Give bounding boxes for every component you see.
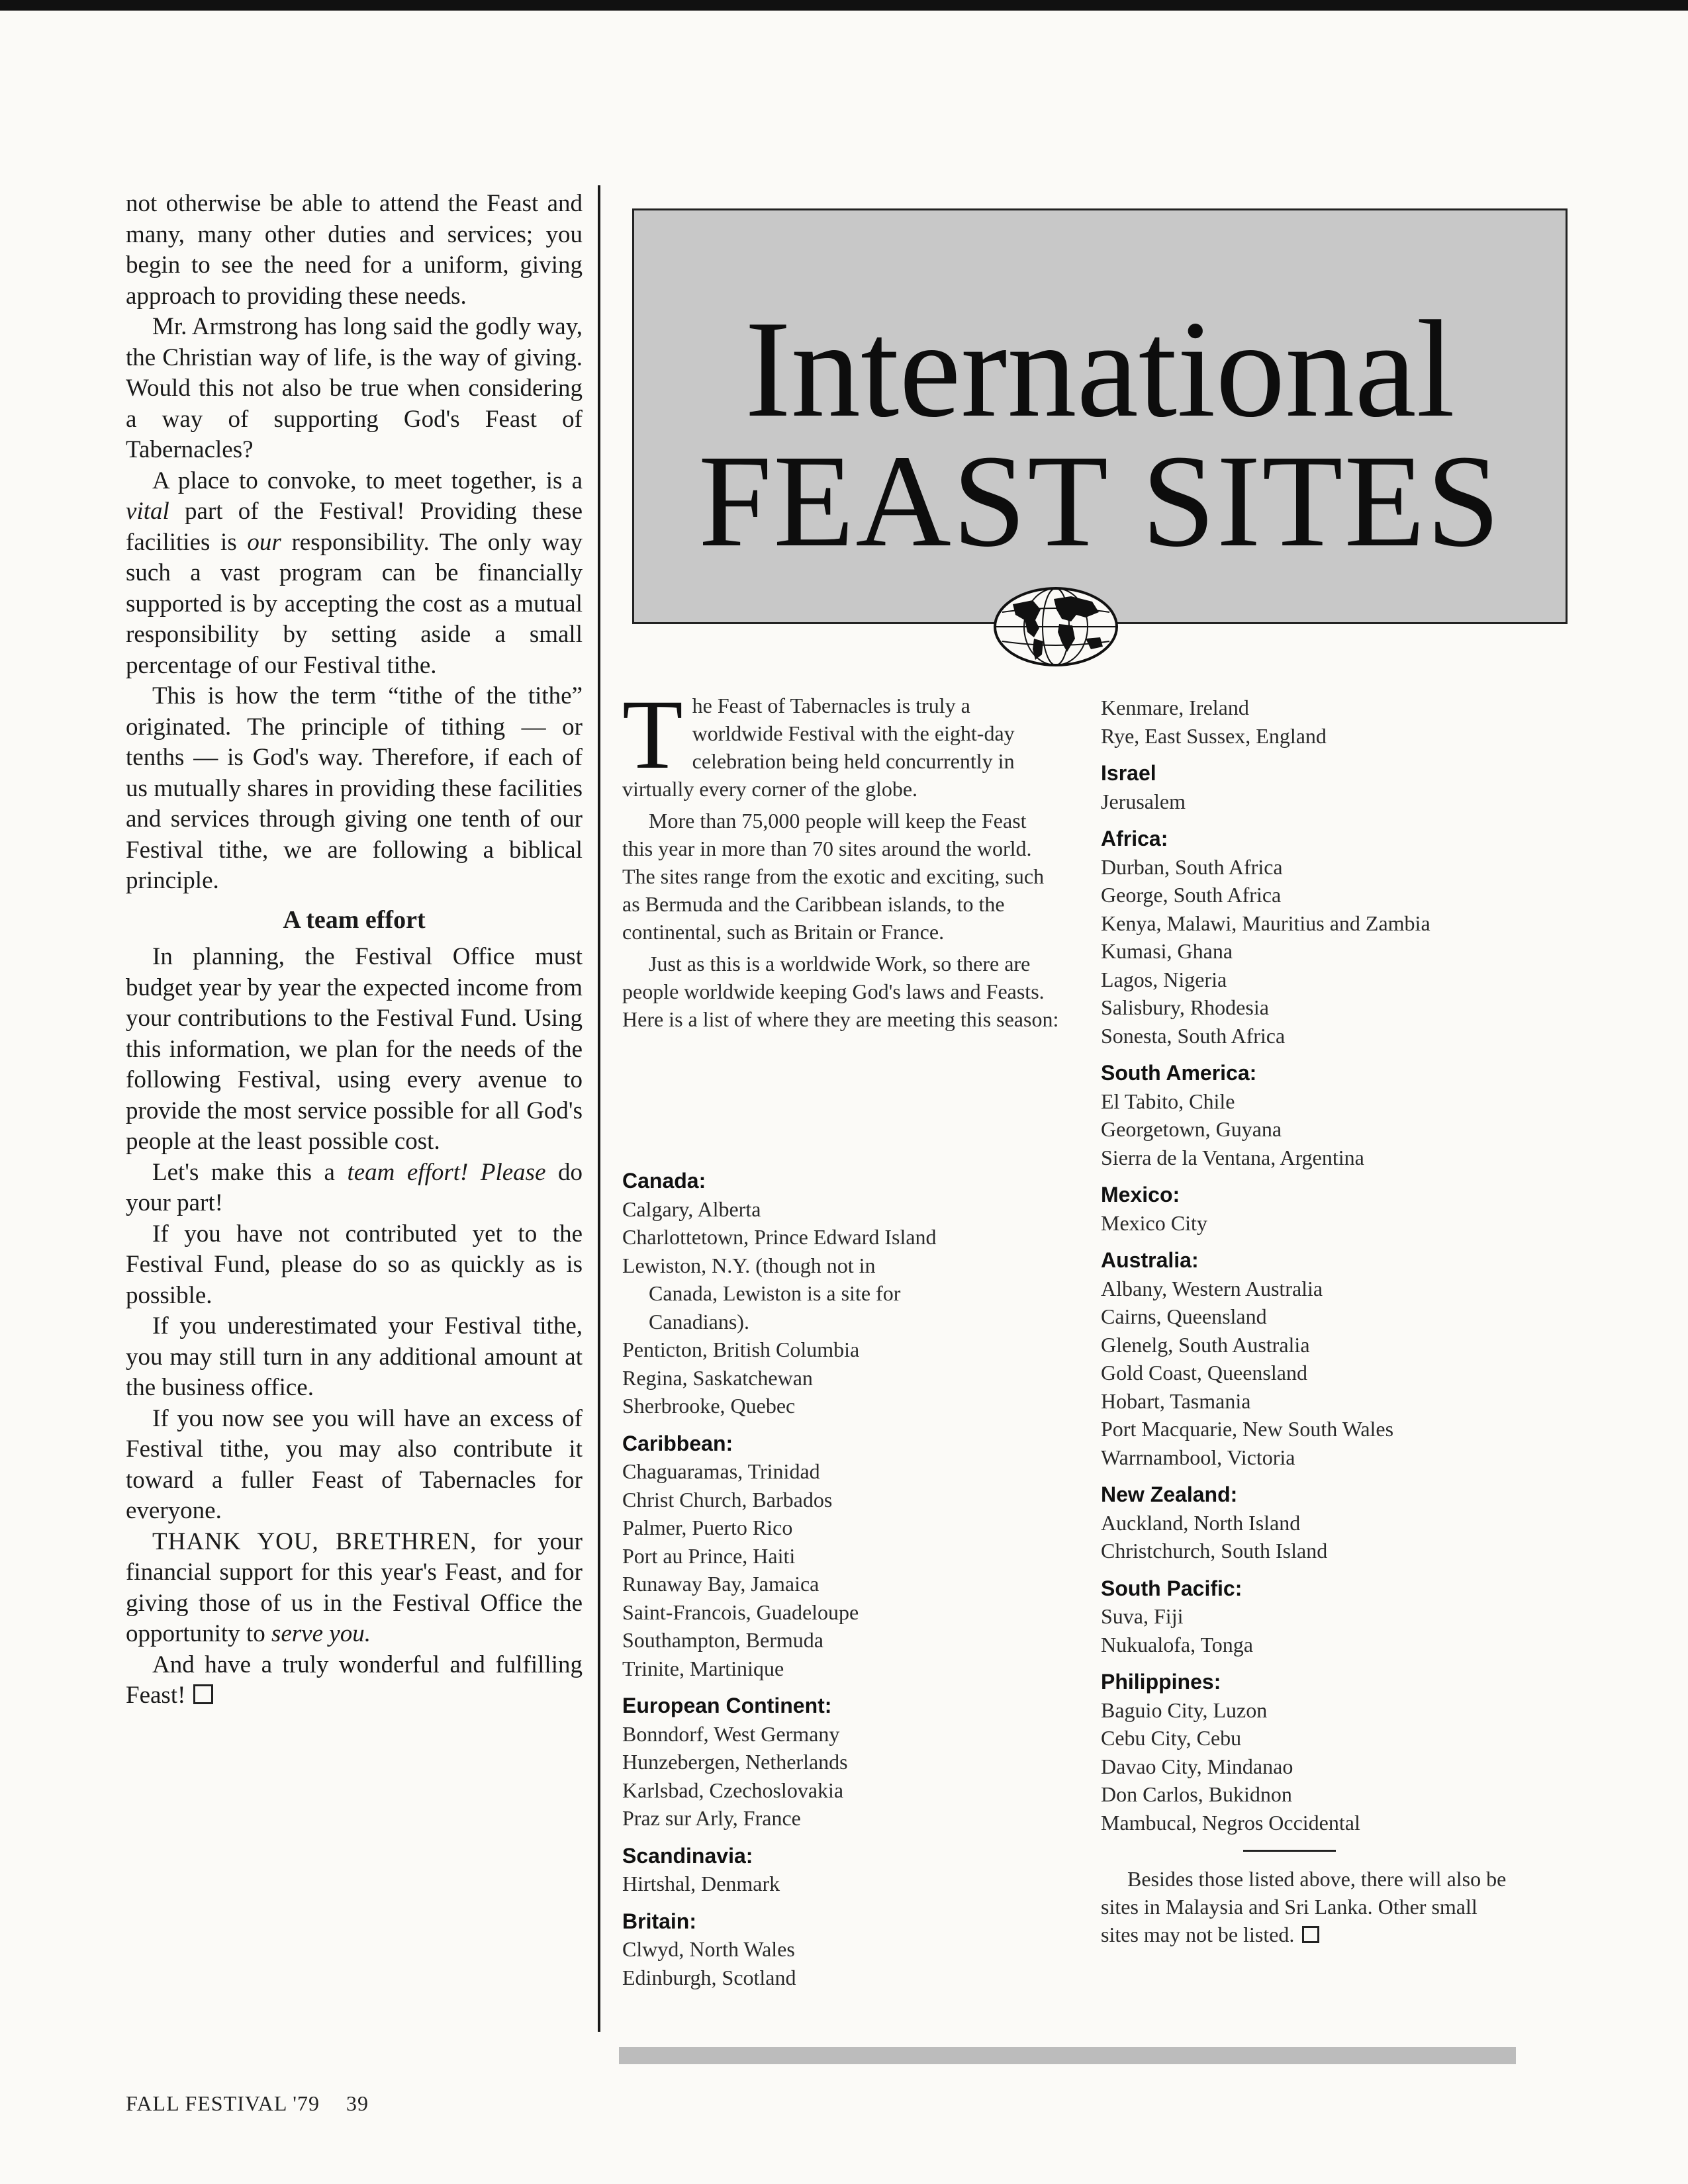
left-article-column	[126, 189, 583, 1711]
site-entry: Don Carlos, Bukidnon	[1101, 1782, 1292, 1806]
paragraph: In planning, the Festival Office must budget year by year the expected income from your contributions to the Festival Fund. Using this information, we plan for the needs of the following Festival, using every avenue to provide the most service possible for all God's people at the least possible cost.	[126, 943, 583, 1155]
site-entry: Trinite, Martinique	[622, 1656, 784, 1680]
site-list-right	[1101, 694, 1564, 1948]
paragraph: More than 75,000 people will keep the Feast this year in more than 70 sites around the world. The sites range from the exotic and exciting, such as Bermuda and the Caribbean islands, to the continental, such as Britain or France.	[622, 809, 1045, 944]
site-entry: Penticton, British Columbia	[622, 1338, 860, 1361]
site-entry: Christchurch, South Island	[1101, 1539, 1328, 1563]
paragraph: If you now see you will have an excess of Festival tithe, you may also contribute it toward a fuller Feast of Tabernacles for everyone.	[126, 1404, 583, 1524]
scan-top-edge	[0, 0, 1688, 11]
drop-cap: T	[622, 680, 683, 790]
region-heading: Israel	[1101, 761, 1156, 785]
site-entry: Baguio City, Luzon	[1101, 1698, 1268, 1722]
site-entry: Mexico City	[1101, 1210, 1207, 1235]
region-heading: Philippines:	[1101, 1670, 1221, 1694]
emphasis: team effort! Please	[347, 1158, 546, 1186]
site-entry: Kenya, Malawi, Mauritius and Zambia	[1101, 911, 1430, 935]
text: do your part!	[126, 1158, 583, 1216]
column-divider	[598, 185, 600, 2032]
site-entry: Saint-Francois, Guadeloupe	[622, 1600, 859, 1624]
paragraph: If you have not contributed yet to the Festival Fund, please do so as quickly as is possible.	[126, 1220, 583, 1309]
paragraph	[126, 1650, 583, 1711]
text: A place to convoke, to meet together, is a	[152, 467, 583, 494]
text: And have a truly wonderful and fulfilling Feast!	[126, 1651, 583, 1709]
section-heading: A team effort	[283, 905, 426, 934]
end-mark-box	[1302, 1926, 1319, 1943]
small-caps-text: THANK YOU, BRETHREN,	[152, 1527, 477, 1555]
site-entry: Nukualofa, Tonga	[1101, 1632, 1253, 1657]
region-heading: New Zealand:	[1101, 1482, 1238, 1506]
site-entry: Kenmare, Ireland	[1101, 696, 1249, 719]
site-entry: Sierra de la Ventana, Argentina	[1101, 1145, 1364, 1169]
region-heading: South America:	[1101, 1061, 1257, 1085]
site-entry: Suva, Fiji	[1101, 1604, 1184, 1628]
site-entry: Chaguaramas, Trinidad	[622, 1459, 820, 1483]
emphasis: vital	[126, 498, 169, 525]
site-entry: Mambucal, Negros Occidental	[1101, 1810, 1360, 1835]
text: responsibility. The only way such a vast program can be financially supported is by accepting the cost as a mutual responsibility by setting aside a small percentage of our Festival tithe.	[126, 528, 583, 679]
region-heading: Australia:	[1101, 1248, 1199, 1272]
region-heading: Mexico:	[1101, 1183, 1180, 1206]
site-entry: Edinburgh, Scotland	[622, 1965, 796, 1989]
page-footer	[126, 2091, 369, 2116]
region-heading: Africa:	[1101, 827, 1168, 850]
site-entry: Canada, Lewiston is a site for	[649, 1281, 901, 1305]
emphasis: our	[247, 528, 281, 556]
region-heading: Scandinavia:	[622, 1843, 753, 1868]
site-entry: Karlsbad, Czechoslovakia	[622, 1778, 844, 1802]
site-entry: Glenelg, South Australia	[1101, 1332, 1310, 1357]
paragraph: Mr. Armstrong has long said the godly way, the Christian way of life, is the way of giving. Would this not also be true when considering a way of supporting God's Feast of Tabernacles?	[126, 313, 583, 463]
site-entry: Jerusalem	[1101, 789, 1186, 813]
region-heading: Canada:	[622, 1169, 706, 1193]
title-banner	[632, 208, 1568, 624]
site-entry: Cairns, Queensland	[1101, 1304, 1267, 1328]
paragraph	[126, 466, 583, 682]
text: Let's make this a	[152, 1158, 335, 1186]
site-entry: Rye, East Sussex, England	[1101, 723, 1327, 748]
paragraph: Just as this is a worldwide Work, so there are people worldwide keeping God's laws and Feasts. Here is a list of where they are meeting this season:	[622, 952, 1059, 1031]
region-heading: Britain:	[622, 1909, 696, 1933]
site-entry: Auckland, North Island	[1101, 1510, 1301, 1535]
site-entry: Lagos, Nigeria	[1101, 967, 1227, 991]
site-entry: Davao City, Mindanao	[1101, 1754, 1293, 1778]
site-entry: Charlottetown, Prince Edward Island	[622, 1225, 937, 1249]
region-heading: South Pacific:	[1101, 1576, 1243, 1600]
site-entry: Hobart, Tasmania	[1101, 1388, 1251, 1413]
text: for your financial support for this year's Feast, and for giving those of us in the Festival Office the opportunity to	[126, 1527, 583, 1647]
gray-footer-bar	[619, 2047, 1516, 2064]
site-entry: Calgary, Alberta	[622, 1197, 761, 1221]
site-entry: Sonesta, South Africa	[1101, 1023, 1286, 1048]
closing-note	[1101, 1865, 1511, 1948]
region-heading: European Continent:	[622, 1694, 832, 1717]
site-entry: Palmer, Puerto Rico	[622, 1516, 793, 1539]
short-divider	[1243, 1850, 1336, 1852]
paragraph	[622, 680, 1059, 803]
text: Besides those listed above, there will also be sites in Malaysia and Sri Lanka. Other small sites may not be listed.	[1101, 1867, 1507, 1946]
site-entry: Albany, Western Australia	[1101, 1276, 1323, 1300]
end-mark-box	[193, 1684, 213, 1704]
paragraph: This is how the term “tithe of the tithe” originated. The principle of tithing — or tenths — is God's way. Therefore, if each of us mutually shares in providing these facilities and services through giving one tenth of our Festival tithe, we are following a biblical principle.	[126, 682, 583, 894]
site-entry: Salisbury, Rhodesia	[1101, 995, 1269, 1019]
text: part of the Festival! Providing these facilities is	[126, 498, 583, 556]
site-entry: Kumasi, Ghana	[1101, 939, 1233, 963]
site-entry: Christ Church, Barbados	[622, 1487, 833, 1512]
site-entry: Sherbrooke, Quebec	[622, 1394, 796, 1418]
title-line-1: International	[745, 293, 1455, 446]
intro-text	[622, 680, 1059, 1037]
site-entry: Southampton, Bermuda	[622, 1628, 823, 1652]
site-list-regions	[1101, 759, 1564, 1837]
site-entry: George, South Africa	[1101, 883, 1282, 907]
site-entry: Port au Prince, Haiti	[622, 1543, 796, 1568]
text: he Feast of Tabernacles is truly a worldwide Festival with the eight-day celebration being held concurrently in virtually every corner of the globe.	[622, 694, 1015, 801]
site-entry: Port Macquarie, New South Wales	[1101, 1417, 1394, 1441]
title-line-2: FEAST SITES	[698, 428, 1501, 574]
site-entry: Clwyd, North Wales	[622, 1937, 795, 1961]
paragraph: If you underestimated your Festival tithe, you may still turn in any additional amount at the business office.	[126, 1312, 583, 1401]
site-entry: Warrnambool, Victoria	[1101, 1445, 1295, 1469]
paragraph: not otherwise be able to attend the Feast and many, many other duties and services; you begin to see the need for a uniform, giving approach to providing these needs.	[126, 190, 583, 310]
site-entry: Hirtshal, Denmark	[622, 1872, 780, 1895]
site-list-continued	[1101, 694, 1564, 750]
site-entry: Durban, South Africa	[1101, 854, 1283, 879]
emphasis: serve you.	[271, 1620, 371, 1647]
site-entry: Cebu City, Cebu	[1101, 1726, 1242, 1750]
paragraph	[126, 1527, 583, 1650]
site-entry: Regina, Saskatchewan	[622, 1365, 813, 1390]
region-heading: Caribbean:	[622, 1431, 733, 1455]
site-entry: Georgetown, Guyana	[1101, 1117, 1282, 1141]
site-entry: Hunzebergen, Netherlands	[622, 1750, 848, 1774]
site-entry: Bonndorf, West Germany	[622, 1721, 840, 1746]
site-entry: Gold Coast, Queensland	[1101, 1361, 1307, 1385]
page-number: 39	[346, 2091, 369, 2115]
site-entry: Praz sur Arly, France	[622, 1806, 801, 1830]
publication-name: FALL FESTIVAL '79	[126, 2091, 320, 2115]
site-entry: Runaway Bay, Jamaica	[622, 1572, 820, 1596]
site-list-middle	[622, 1167, 1086, 1991]
site-entry: Canadians).	[649, 1309, 749, 1334]
site-entry: El Tabito, Chile	[1101, 1089, 1235, 1113]
site-entry: Lewiston, N.Y. (though not in	[622, 1253, 876, 1277]
paragraph	[126, 1158, 583, 1219]
globe-icon	[993, 586, 1119, 668]
